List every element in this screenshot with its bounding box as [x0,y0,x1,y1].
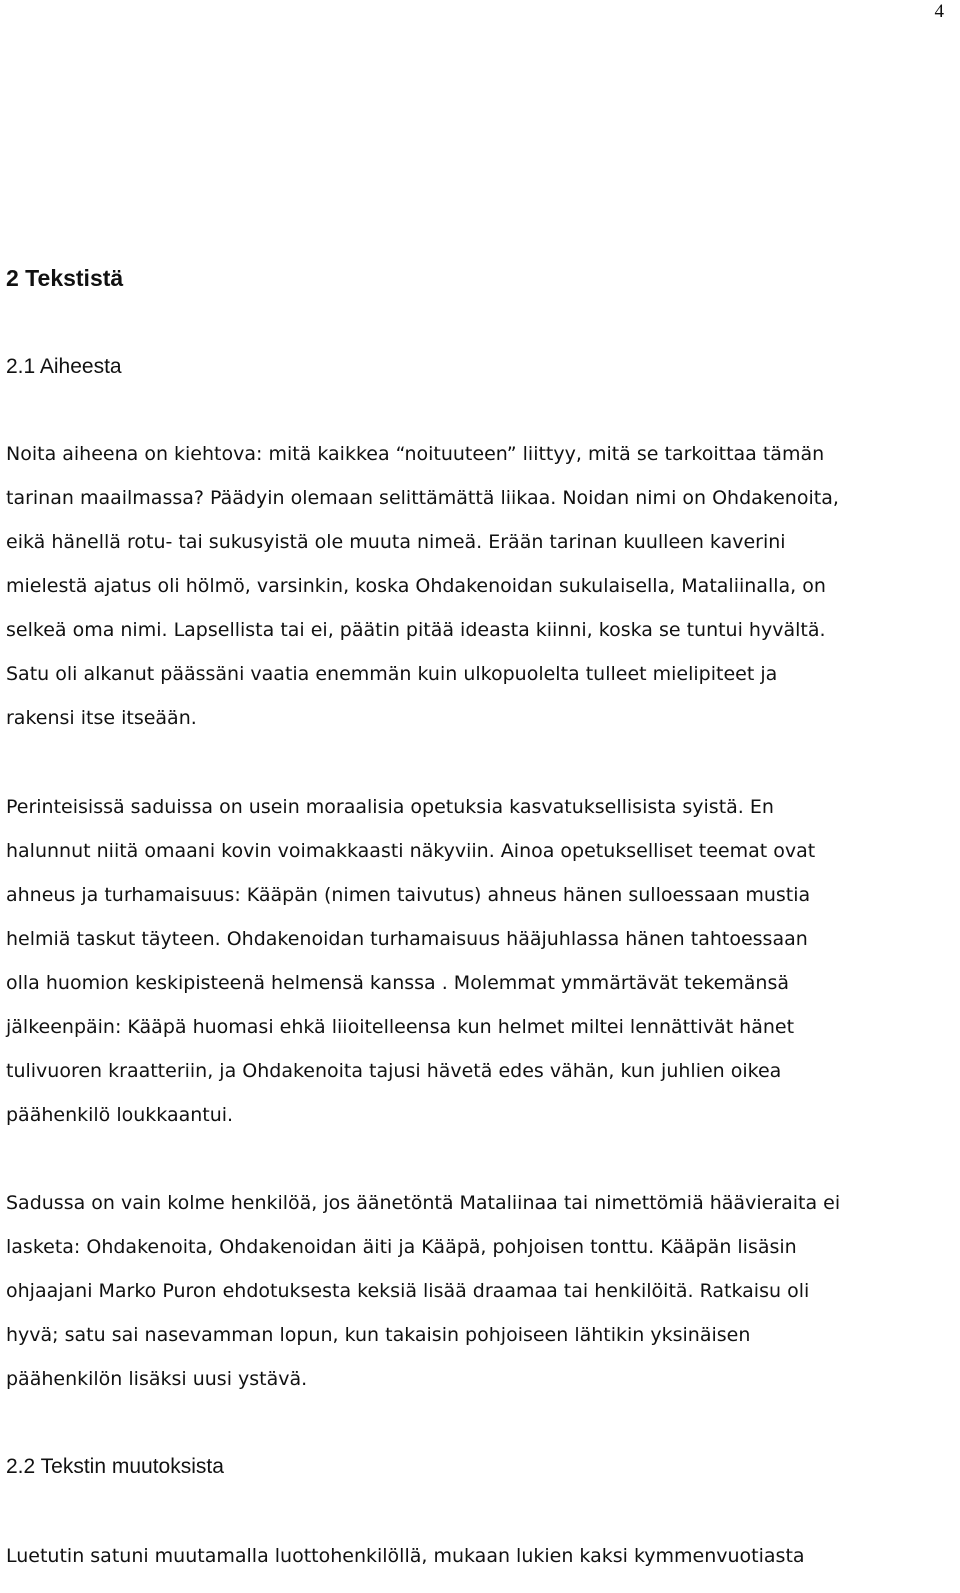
text-line: olla huomion keskipisteenä helmensä kanssa . Molemmat ymmärtävät tekemänsä [6,972,790,994]
text-line: mielestä ajatus oli hölmö, varsinkin, koska Ohdakenoidan sukulaisella, Mataliinalla, on [6,575,826,597]
text-line: Noita aiheena on kiehtova: mitä kaikkea “noituuteen” liittyy, mitä se tarkoittaa tämän [6,443,825,465]
chapter-heading: 2 Tekstistä [6,265,124,291]
section-heading-aiheesta: 2.1 Aiheesta [6,355,122,378]
text-line: jälkeenpäin: Kääpä huomasi ehkä liioitelleensa kun helmet miltei lennättivät hänet [6,1016,795,1038]
paragraph-perinteisissa-saduissa [6,785,815,1137]
section-heading-tekstin-muutoksista: 2.2 Tekstin muutoksista [6,1455,224,1478]
text-line: tulivuoren kraatteriin, ja Ohdakenoita tajusi hävetä edes vähän, kun juhlien oikea [6,1060,782,1082]
text-line: päähenkilön lisäksi uusi ystävä. [6,1368,308,1390]
page-number: 4 [934,1,944,22]
text-line: Sadussa on vain kolme henkilöä, jos äänetöntä Mataliinaa tai nimettömiä häävieraita ei [6,1192,841,1214]
text-line: ohjaajani Marko Puron ehdotuksesta keksiä lisää draamaa tai henkilöitä. Ratkaisu oli [6,1280,810,1302]
paragraph-luetutin-satuni [6,1534,805,1578]
paragraph-sadussa-henkiloita [6,1181,840,1401]
text-line: helmiä taskut täyteen. Ohdakenoidan turhamaisuus hääjuhlassa hänen tahtoessaan [6,928,808,950]
text-line: tarinan maailmassa? Päädyin olemaan selittämättä liikaa. Noidan nimi on Ohdakenoita, [6,487,839,509]
text-line: ahneus ja turhamaisuus: Kääpän (nimen taivutus) ahneus hänen sulloessaan mustia [6,884,811,906]
text-line: selkeä oma nimi. Lapsellista tai ei, päätin pitää ideasta kiinni, koska se tuntui hyvältä. [6,619,826,641]
paragraph-noita-aiheena [6,432,839,740]
text-line: halunnut niitä omaani kovin voimakkaasti näkyviin. Ainoa opetukselliset teemat ovat [6,840,816,862]
text-line: lasketa: Ohdakenoita, Ohdakenoidan äiti ja Kääpä, pohjoisen tonttu. Kääpän lisäsin [6,1236,797,1258]
text-line: hyvä; satu sai nasevamman lopun, kun takaisin pohjoiseen lähtikin yksinäisen [6,1324,751,1346]
text-line: Satu oli alkanut päässäni vaatia enemmän kuin ulkopuolelta tulleet mielipiteet ja [6,663,778,685]
text-line: Perinteisissä saduissa on usein moraalisia opetuksia kasvatuksellisista syistä. En [6,796,774,818]
text-line: eikä hänellä rotu- tai sukusyistä ole muuta nimeä. Erään tarinan kuulleen kaverini [6,531,786,553]
text-line: Luetutin satuni muutamalla luottohenkilöllä, mukaan lukien kaksi kymmenvuotiasta [6,1545,805,1567]
text-line: päähenkilö loukkaantui. [6,1104,234,1126]
text-line: rakensi itse itseään. [6,707,197,729]
